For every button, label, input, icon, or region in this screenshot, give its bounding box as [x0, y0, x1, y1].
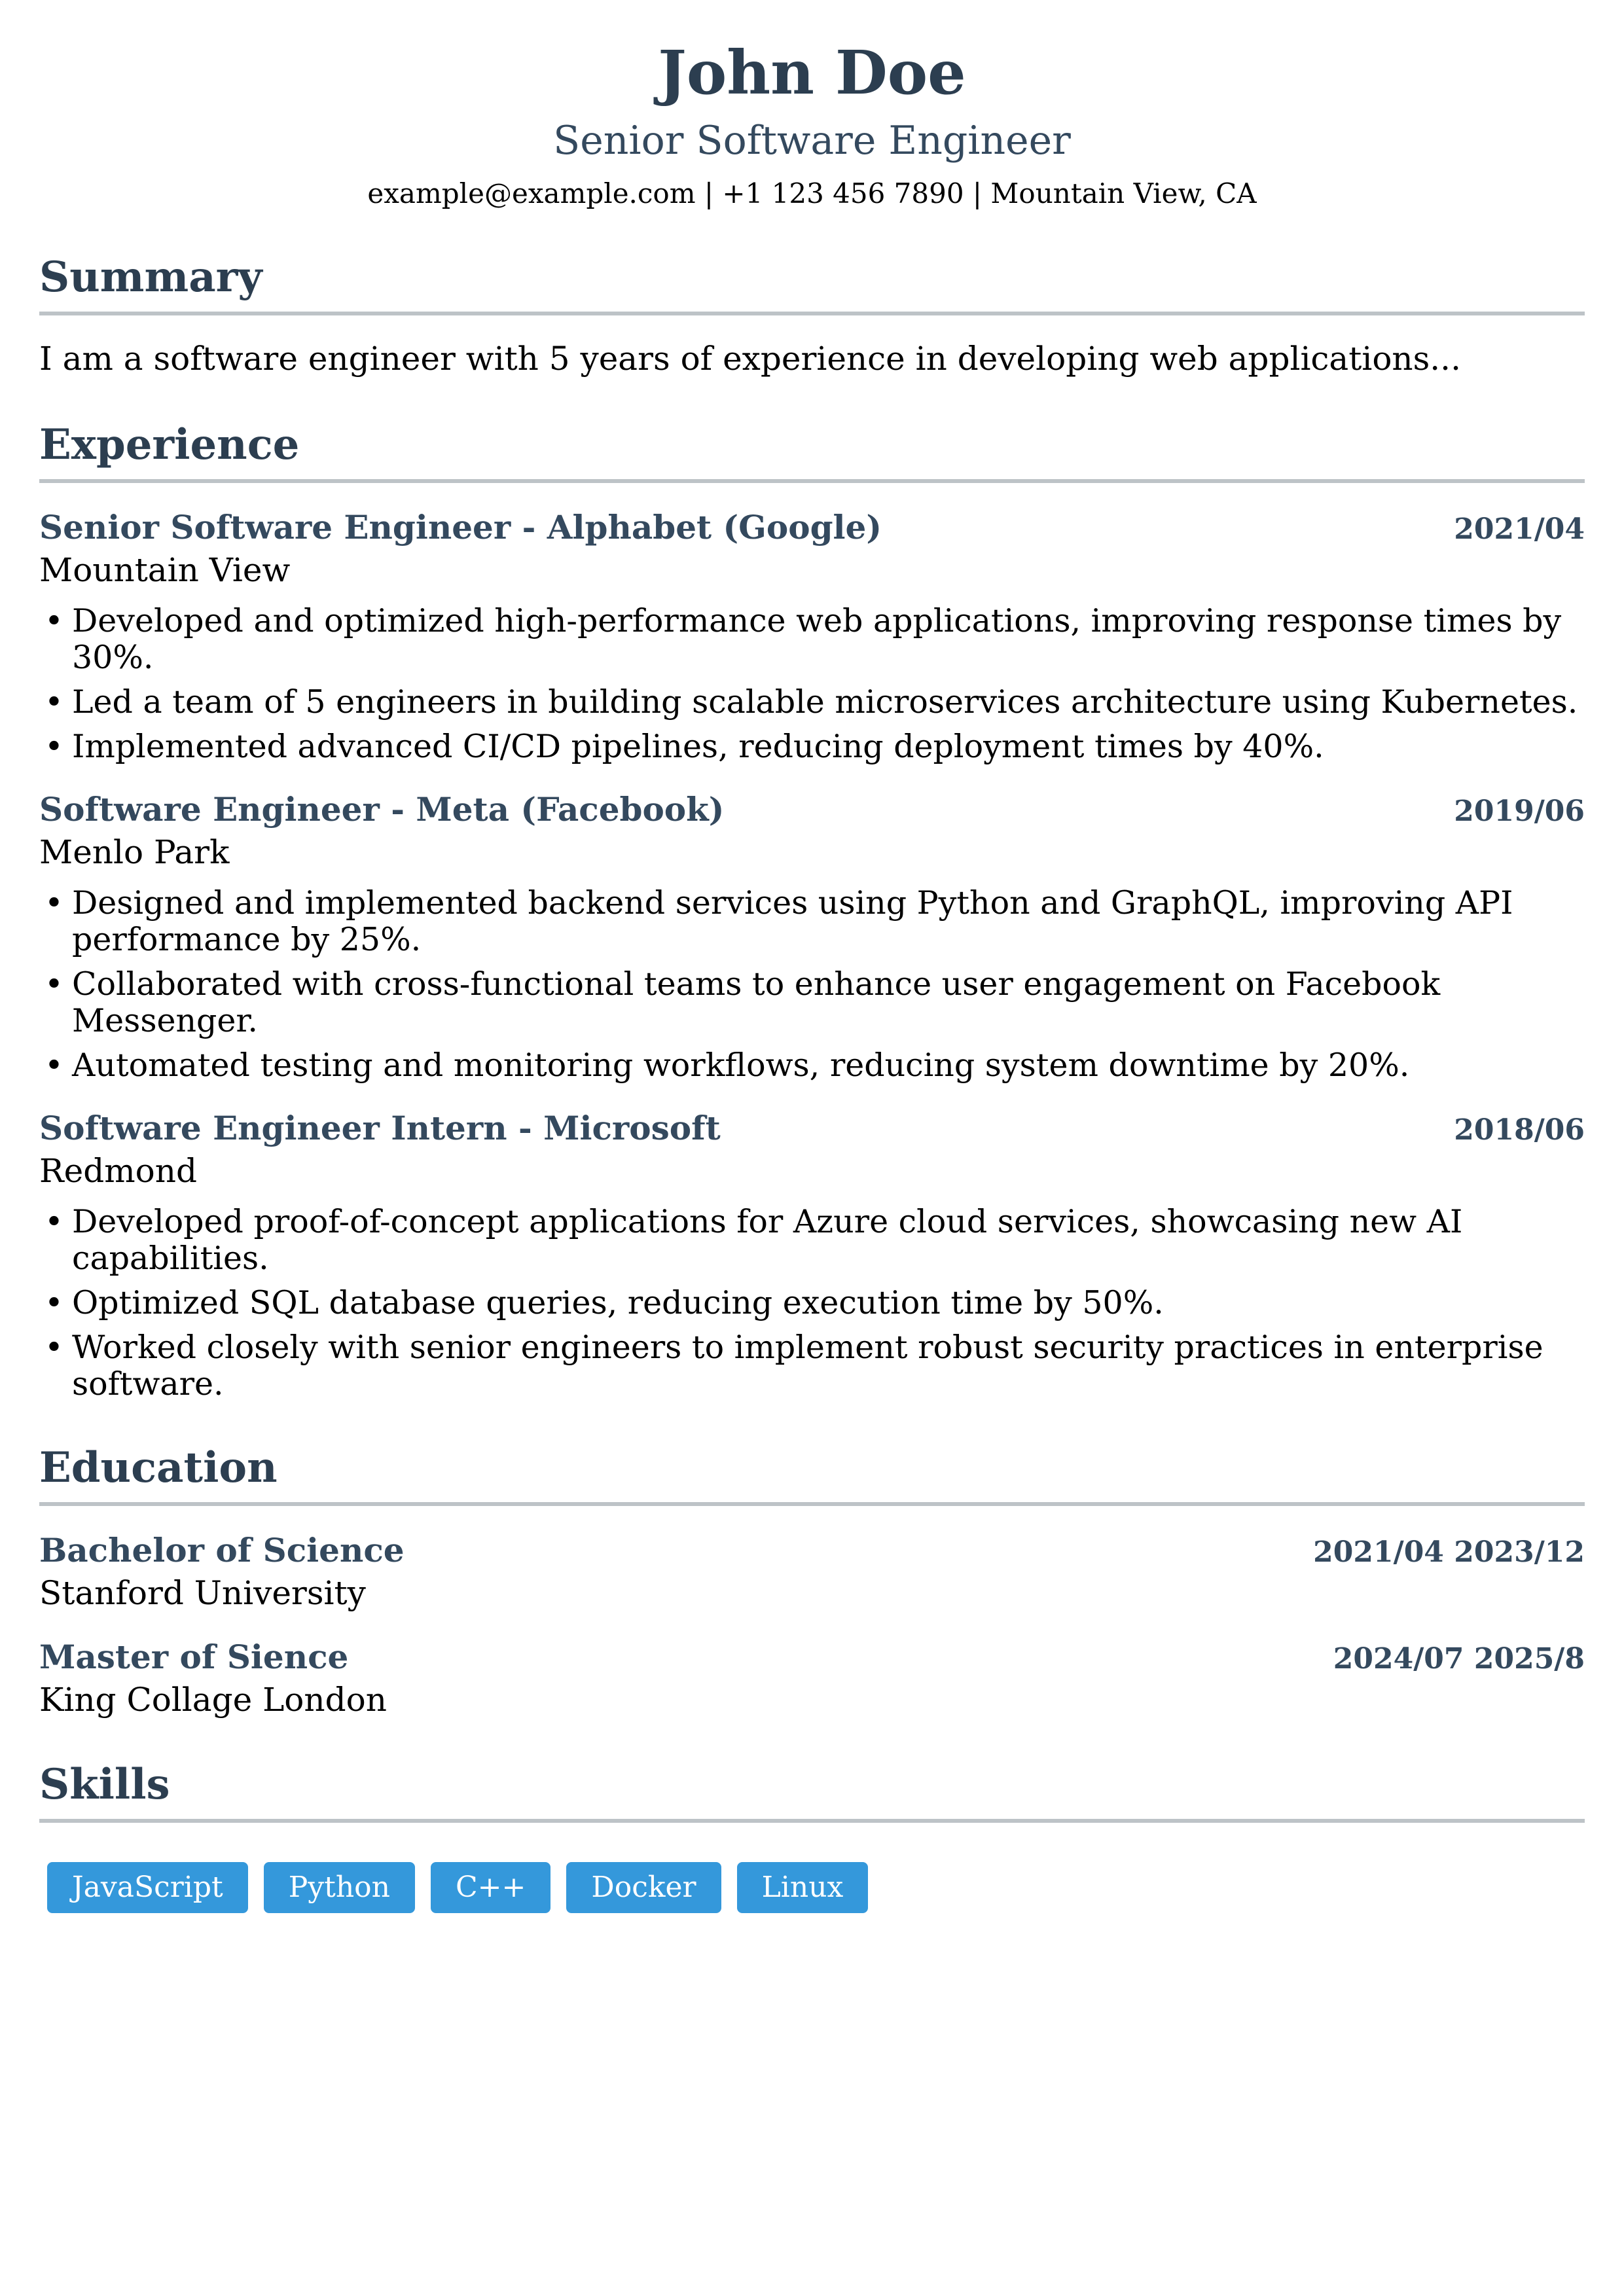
bullet-icon: • — [45, 602, 63, 639]
bullet-item — [39, 966, 1585, 1039]
education-school: Stanford University — [39, 1574, 366, 1612]
education-entry — [39, 1530, 1585, 1613]
bullet-text: Developed proof-of-concept applications for Azure cloud services, showcasing new AI capabilities. — [72, 1203, 1463, 1277]
bullet-icon: • — [45, 683, 63, 721]
education-school: King Collage London — [39, 1681, 387, 1719]
summary-text: I am a software engineer with 5 years of experience in developing web applications... — [39, 340, 1461, 378]
experience-entry — [39, 507, 1585, 765]
skills-section — [39, 1759, 1585, 1913]
bullet-icon: • — [45, 1329, 63, 1366]
bullet-item — [39, 684, 1585, 721]
experience-role: Software Engineer Intern - Microsoft — [39, 1109, 721, 1147]
section-heading-experience: Experience — [39, 419, 1585, 483]
bullet-text: Optimized SQL database queries, reducing execution time by 50%. — [72, 1284, 1164, 1321]
skills-list — [39, 1862, 1585, 1913]
experience-entry — [39, 1107, 1585, 1403]
education-section — [39, 1442, 1585, 1719]
bullet-text: Developed and optimized high-performance web applications, improving response times by 30%. — [72, 602, 1562, 676]
bullet-item — [39, 1329, 1585, 1403]
experience-location: Mountain View — [39, 551, 291, 589]
bullet-icon: • — [45, 965, 63, 1003]
experience-role: Software Engineer - Meta (Facebook) — [39, 790, 725, 829]
bullet-item — [39, 1047, 1585, 1084]
experience-location: Menlo Park — [39, 833, 230, 871]
experience-bullets — [39, 885, 1585, 1084]
bullet-text: Collaborated with cross-functional teams to enhance user engagement on Facebook Messenger. — [72, 965, 1441, 1039]
education-entry — [39, 1636, 1585, 1719]
bullet-icon: • — [45, 1047, 63, 1084]
bullet-item — [39, 1204, 1585, 1277]
experience-date: 2021/04 — [1454, 512, 1585, 546]
experience-date: 2019/06 — [1454, 795, 1585, 828]
bullet-text: Led a team of 5 engineers in building scalable microservices architecture using Kubernetes. — [72, 683, 1578, 721]
education-degree: Master of Sience — [39, 1638, 349, 1676]
experience-bullets — [39, 603, 1585, 765]
bullet-icon: • — [45, 1203, 63, 1240]
experience-entry — [39, 789, 1585, 1084]
bullet-icon: • — [45, 884, 63, 922]
skill-tag: Python — [264, 1862, 415, 1913]
education-dates: 2024/07 2025/8 — [1333, 1642, 1585, 1676]
contact-line: example@example.com | +1 123 456 7890 | Mountain View, CA — [367, 177, 1257, 209]
experience-role: Senior Software Engineer - Alphabet (Google) — [39, 508, 882, 547]
experience-date: 2018/06 — [1454, 1113, 1585, 1147]
bullet-text: Automated testing and monitoring workflows, reducing system downtime by 20%. — [72, 1047, 1410, 1084]
resume-header — [39, 0, 1585, 212]
bullet-item — [39, 1285, 1585, 1321]
skill-tag: Docker — [566, 1862, 721, 1913]
bullet-text: Designed and implemented backend services using Python and GraphQL, improving API performance by 25%. — [72, 884, 1513, 958]
bullet-item — [39, 728, 1585, 765]
experience-bullets — [39, 1204, 1585, 1403]
bullet-item — [39, 603, 1585, 676]
skill-tag: C++ — [431, 1862, 550, 1913]
education-dates: 2021/04 2023/12 — [1313, 1535, 1585, 1569]
experience-section — [39, 419, 1585, 1403]
bullet-item — [39, 885, 1585, 958]
bullet-icon: • — [45, 1284, 63, 1321]
skill-tag: JavaScript — [47, 1862, 248, 1913]
bullet-text: Worked closely with senior engineers to implement robust security practices in enterprise software. — [72, 1329, 1543, 1403]
experience-location: Redmond — [39, 1152, 197, 1190]
education-degree: Bachelor of Science — [39, 1531, 405, 1570]
bullet-text: Implemented advanced CI/CD pipelines, reducing deployment times by 40%. — [72, 728, 1324, 765]
person-name: John Doe — [658, 37, 966, 108]
summary-section — [39, 251, 1585, 380]
section-heading-skills: Skills — [39, 1759, 1585, 1823]
bullet-icon: • — [45, 728, 63, 765]
skill-tag: Linux — [737, 1862, 869, 1913]
section-heading-summary: Summary — [39, 251, 1585, 315]
section-heading-education: Education — [39, 1442, 1585, 1506]
job-title: Senior Software Engineer — [553, 118, 1071, 164]
